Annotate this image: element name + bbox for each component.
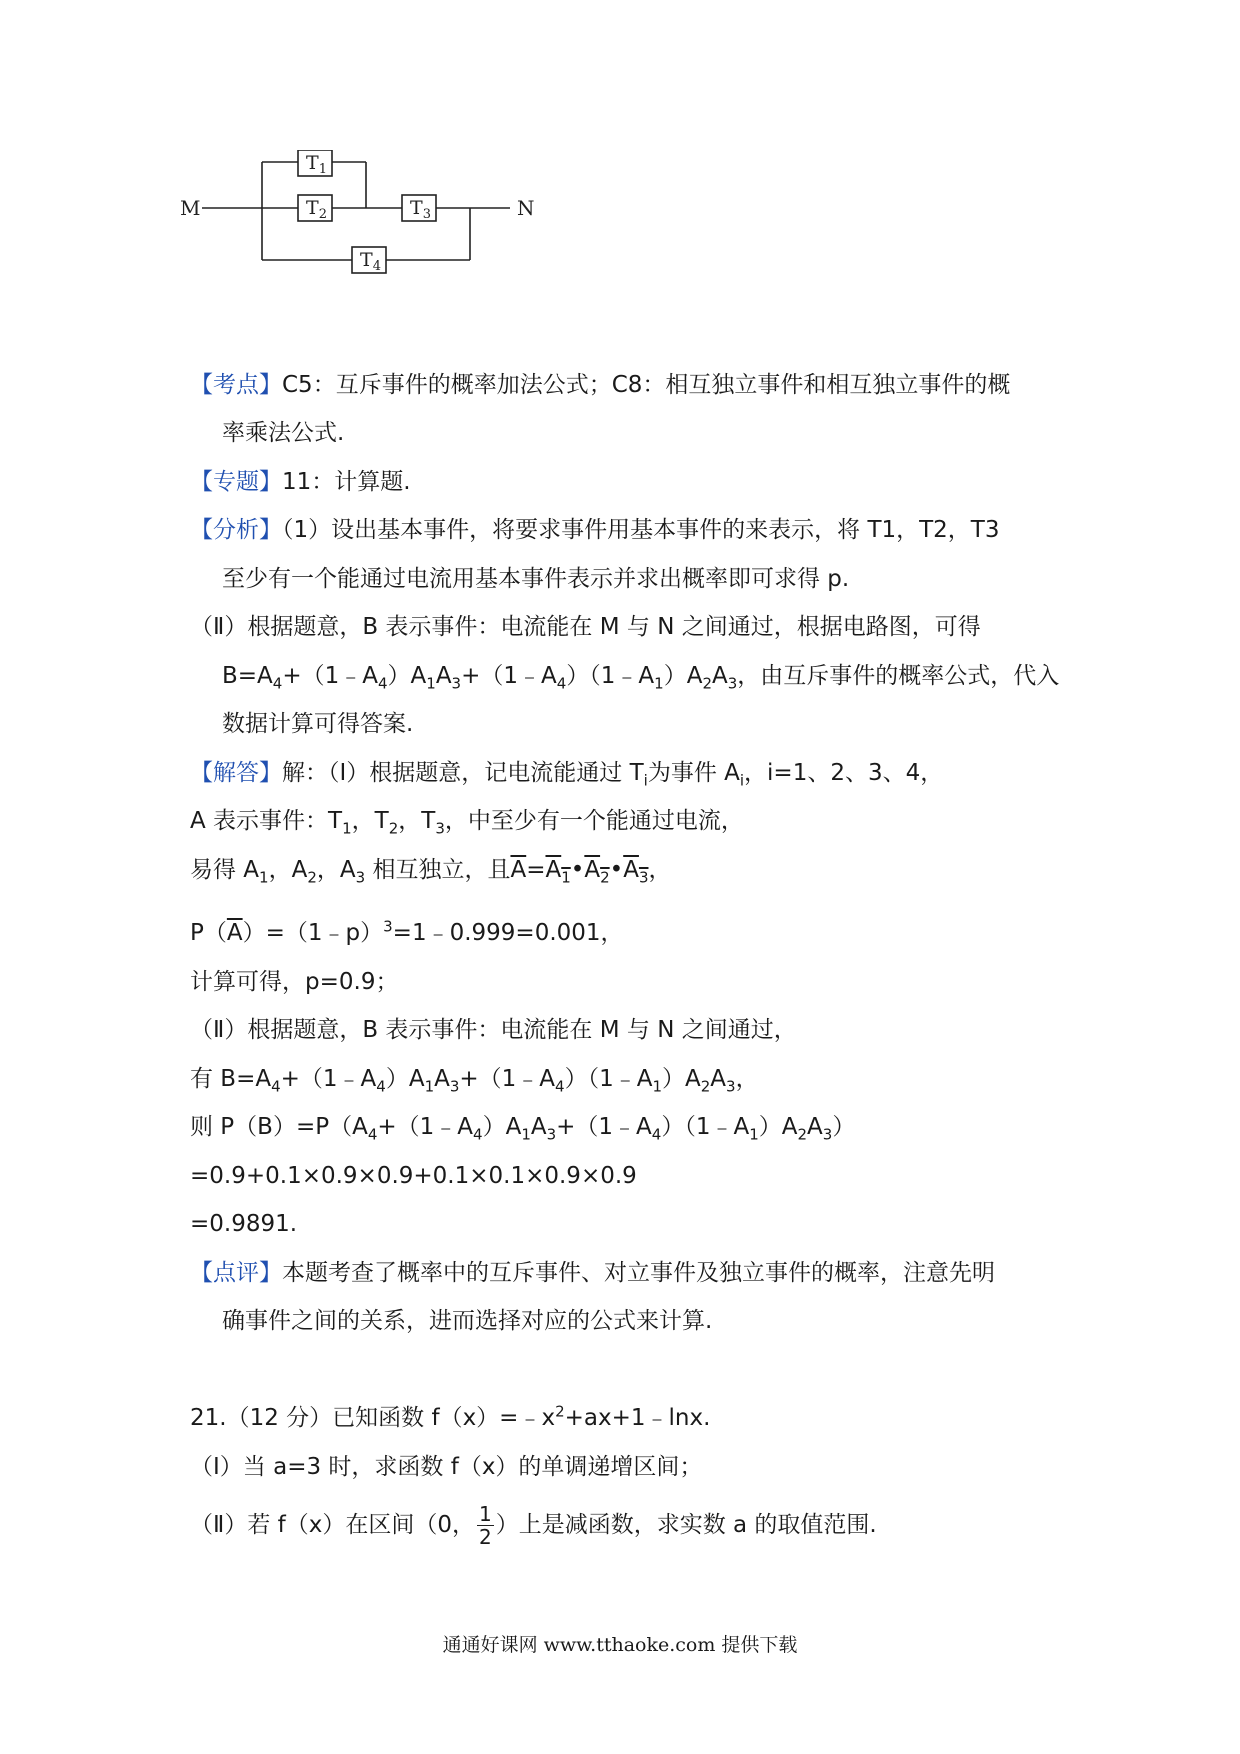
- node-n-label: N: [517, 196, 535, 220]
- jieda-line-6: （Ⅱ）根据题意，B 表示事件：电流能在 M 与 N 之间通过，: [190, 1017, 797, 1043]
- fenxi-text-1: （1）设出基本事件，将要求事件用基本事件的来表示，将 T1，T2，T3: [282, 517, 1000, 543]
- switch-t3-label: $T_3$: [410, 197, 431, 222]
- dianping-text-1: 本题考查了概率中的互斥事件、对立事件及独立事件的概率，注意先明: [282, 1260, 995, 1286]
- jieda-line-9: =0.9+0.1×0.9×0.9+0.1×0.1×0.9×0.9: [190, 1163, 637, 1189]
- dianping-line-2: 确事件之间的关系，进而选择对应的公式来计算.: [222, 1308, 713, 1334]
- switch-t2-label: $T_2$: [306, 197, 327, 222]
- jieda-line-1: 【解答】解：（Ⅰ）根据题意，记电流能通过 $T_i$为事件 $A_i$，i=1、2、3、4，: [190, 760, 944, 790]
- zhuanti-tag: 【专题】: [190, 469, 282, 495]
- jieda-line-2: A 表示事件：$T_1$，$T_2$，$T_3$，中至少有一个能通过电流，: [190, 808, 744, 838]
- switch-t1-label: $T_1$: [306, 152, 327, 177]
- kaodian-text-1: C5：互斥事件的概率加法公式；C8：相互独立事件和相互独立事件的概: [282, 372, 1011, 398]
- circuit-diagram: [180, 150, 600, 310]
- dianping-tag: 【点评】: [190, 1260, 282, 1286]
- q21-line-1: 21.（12 分）已知函数 $f(x)=﹣x^2+ax+1﹣\ln x$.: [190, 1402, 711, 1431]
- fenxi-line-2: 至少有一个能通过电流用基本事件表示并求出概率即可求得 p.: [222, 566, 850, 592]
- jieda-line-4: $P(\overline{A})=(1﹣p)^3=1﹣0.999=0.001$，: [190, 917, 624, 946]
- zhuanti-text: 11：计算题.: [282, 469, 411, 495]
- dianping-line-1: [190, 1258, 995, 1288]
- jieda-line-8: 则 $P(B)=P(A_4+(1﹣A_4)A_1A_3+(1﹣A_4)(1﹣A_1)A_2A_3)$: [190, 1114, 856, 1144]
- q21-line-3: （Ⅱ）若 f（x）在区间（0， $\frac{1}{2}$ ）上是减函数，求实数 a 的取值范围.: [190, 1502, 877, 1549]
- switch-t4-label: $T_4$: [360, 249, 381, 274]
- page-footer: 通通好课网 www.tthaoke.com 提供下载: [442, 1634, 798, 1656]
- kaodian-line-2: 率乘法公式.: [222, 420, 345, 446]
- node-m-label: M: [180, 196, 201, 220]
- fenxi-line-5: 数据计算可得答案.: [222, 711, 414, 737]
- zhuanti-line: [190, 467, 411, 497]
- fenxi-line-1: [190, 515, 1000, 545]
- fenxi-line-3: （Ⅱ）根据题意，B 表示事件：电流能在 M 与 N 之间通过，根据电路图，可得: [190, 614, 981, 640]
- jieda-line-10: =0.9891.: [190, 1211, 298, 1237]
- jieda-tag: 【解答】: [190, 760, 282, 786]
- jieda-line-7: 有 $B=A_4+(1﹣A_4)A_1A_3+(1﹣A_4)(1﹣A_1)A_2A_3$，: [190, 1066, 759, 1096]
- kaodian-tag: 【考点】: [190, 372, 282, 398]
- kaodian-line-1: [190, 370, 1010, 400]
- fenxi-tag: 【分析】: [190, 517, 282, 543]
- q21-line-2: （Ⅰ）当 a=3 时，求函数 f（x）的单调递增区间；: [190, 1454, 703, 1480]
- jieda-line-3: 易得 $A_1$，$A_2$，$A_3$ 相互独立，且$\overline{A}=A_1•A_2•A_3$，: [190, 857, 672, 887]
- fenxi-line-4: $B=A_4+(1﹣A_4)A_1A_3+(1﹣A_4)(1﹣A_1)A_2A_3$，由互斥事件的概率公式，代入: [222, 663, 1060, 693]
- fraction-one-half: $\frac{1}{2}$: [478, 1502, 492, 1549]
- jieda-line-5: 计算可得，p=0.9；: [190, 969, 399, 995]
